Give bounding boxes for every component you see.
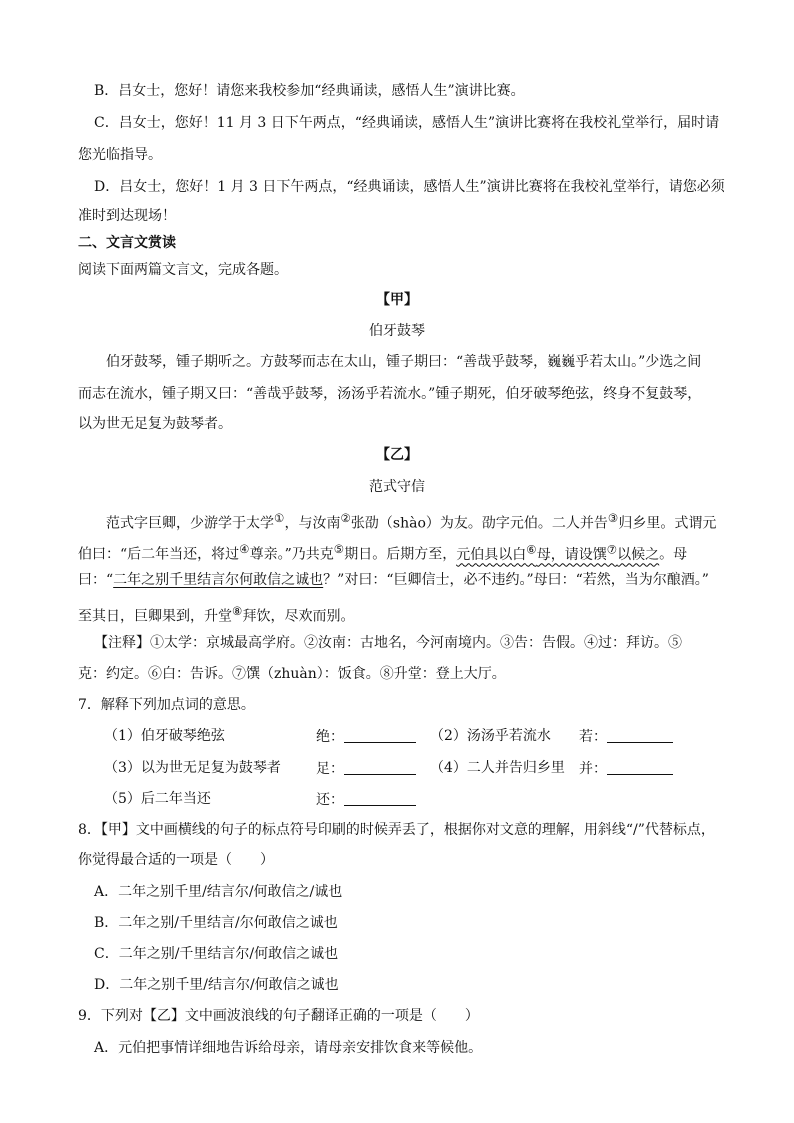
q8-option-c[interactable]: C．二年之别/千里结言尔/何敢信之诚也 <box>94 946 339 962</box>
passage-yi-label: 【乙】 <box>376 447 418 463</box>
question-8-line1: 8．【甲】文中画横线的句子的标点符号印刷的时候弄丢了，根据你对文意的理解，用斜线“/”代替标点， <box>78 822 715 838</box>
reading-instruction: 阅读下面两篇文言文，完成各题。 <box>78 262 288 278</box>
note-mark: ⑧ <box>232 604 243 618</box>
passage-yi-line4: 至其日，巨卿果到，升堂⑧拜饮，尽欢而别。 <box>78 604 355 625</box>
option-c-line2: 您光临指导。 <box>78 147 162 163</box>
q9-option-a[interactable]: A．元伯把事情详细地告诉给母亲，请母亲安排饮食来等候他。 <box>94 1040 483 1056</box>
passage-jia-title: 伯牙鼓琴 <box>369 323 425 339</box>
answer-blank[interactable] <box>607 758 673 775</box>
note-mark: ② <box>340 511 351 525</box>
passage-yi-line1: 范式字巨卿，少游学于太学①，与汝南②张劭（shào）为友。劭字元伯。二人并告③归乡里。式谓元 <box>106 511 717 532</box>
question-9-stem: 9．下列对【乙】文中画波浪线的句子翻译正确的一项是（ ） <box>78 1008 479 1024</box>
q7-item-1: （1）伯牙破琴绝弦 <box>104 728 225 744</box>
passage-jia-label: 【甲】 <box>376 292 418 308</box>
note-mark: ④ <box>239 542 250 556</box>
option-d-line2: 准时到达现场！ <box>78 208 176 224</box>
q7-item-5: （5）后二年当还 <box>104 791 211 807</box>
q7-item-1-label: 绝： <box>316 726 416 747</box>
note-mark: ③ <box>607 511 619 525</box>
option-c-line1: C．吕女士，您好！11 月 3 日下午两点，“经典诵读，感悟人生”演讲比赛将在我校礼堂举行，届时请 <box>94 115 720 131</box>
question-8-line2: 你觉得最合适的一项是（ ） <box>78 852 274 868</box>
q8-option-b[interactable]: B．二年之别/千里结言/尔何敢信之诚也 <box>94 915 338 931</box>
passage-yi-title: 范式守信 <box>369 479 425 495</box>
q7-item-3: （3）以为世无足复为鼓琴者 <box>104 760 281 776</box>
underlined-sentence: 二年之别千里结言尔何敢信之诚也 <box>113 572 324 588</box>
answer-blank[interactable] <box>344 789 416 806</box>
note-mark: ⑤ <box>333 542 345 556</box>
passage-yi-line2: 伯曰：“后二年当还，将过④尊亲。”乃共克⑤期日。后期方至，元伯具以白⑥母，请设馔⑦以候之。母 <box>78 542 688 563</box>
q7-item-2-label: 若： <box>579 726 673 747</box>
q7-item-4: （4）二人并告归乡里 <box>430 760 565 776</box>
q8-option-d[interactable]: D．二年之别千里/结言尔/何敢信之诚也 <box>94 977 339 993</box>
question-7-stem: 7．解释下列加点词的意思。 <box>78 697 255 713</box>
q8-option-a[interactable]: A．二年之别千里/结言尔/何敢信之/诚也 <box>94 884 343 900</box>
answer-blank[interactable] <box>344 758 416 775</box>
option-d-line1: D．吕女士，您好！1 月 3 日下午两点，“经典诵读，感悟人生”演讲比赛将在我校礼堂举行，请您必须 <box>94 179 725 195</box>
wavy-underlined-sentence: 元伯具以白⑥母，请设馔⑦以候之 <box>456 542 660 563</box>
option-b: B．吕女士，您好！请您来我校参加“经典诵读，感悟人生”演讲比赛。 <box>94 83 525 99</box>
q7-item-4-label: 并： <box>579 758 673 779</box>
passage-yi-line3: 曰：“二年之别千里结言尔何敢信之诚也？”对曰：“巨卿信士，必不违约。”母曰：“若然，当为尔酿酒。” <box>78 572 709 588</box>
q7-item-2: （2）汤汤乎若流水 <box>430 728 551 744</box>
note-mark: ① <box>274 511 285 525</box>
q7-item-5-label: 还： <box>316 789 416 810</box>
answer-blank[interactable] <box>607 726 673 743</box>
section-heading: 二、文言文赏读 <box>78 235 176 251</box>
passage-jia-line3: 以为世无足复为鼓琴者。 <box>78 416 232 432</box>
annotation-line1: 【注释】①太学：京城最高学府。②汝南：古地名，今河南境内。③告：告假。④过：拜访。⑤ <box>94 635 682 651</box>
q7-item-3-label: 足： <box>316 758 416 779</box>
annotation-line2: 克：约定。⑥白：告诉。⑦馔（zhuàn）：饭食。⑧升堂：登上大厅。 <box>78 666 506 682</box>
passage-jia-line2: 而志在流水，锺子期又曰：“善哉乎鼓琴，汤汤乎若流水。”锺子期死，伯牙破琴绝弦，终身不复鼓琴， <box>78 386 702 402</box>
answer-blank[interactable] <box>344 726 416 743</box>
passage-jia-line1: 伯牙鼓琴，锺子期听之。方鼓琴而志在太山，锺子期曰：“善哉乎鼓琴，巍巍乎若太山。”少选之间 <box>106 354 702 370</box>
